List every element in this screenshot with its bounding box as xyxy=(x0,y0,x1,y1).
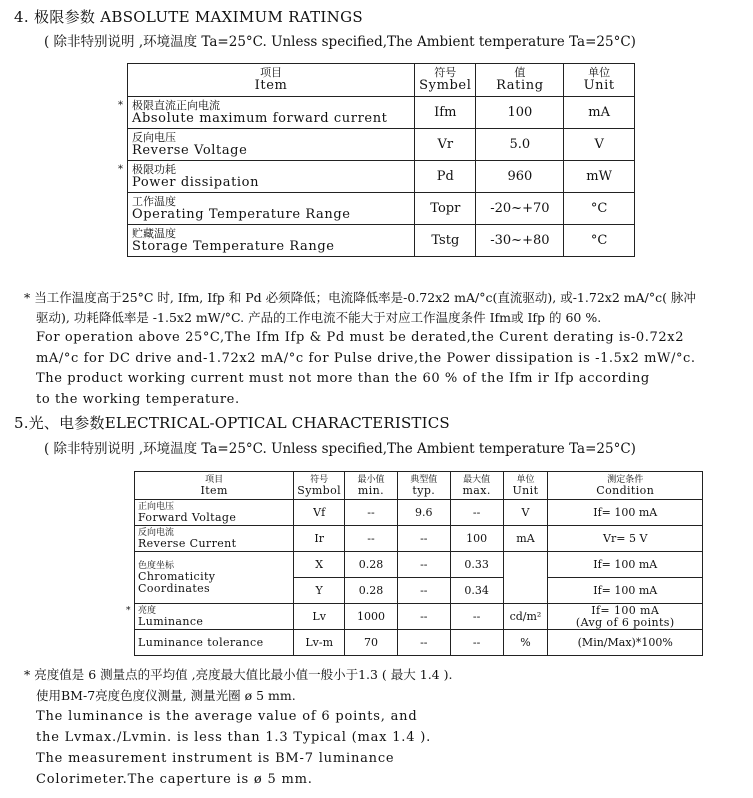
note-cn-line: 驱动), 功耗降低率是 -1.5x2 mW/°C. 产品的工作电流不能大于对应工作温度条件 Ifm或 Ifp 的 60 %. xyxy=(36,310,602,325)
min-cell: 1000 xyxy=(345,604,398,630)
item-cell: 贮藏温度 Storage Temperature Range xyxy=(128,225,415,257)
unit-cell: cd/m² xyxy=(503,604,548,630)
table-row-reverse-current xyxy=(135,526,703,552)
symbol-cell: Y xyxy=(294,578,345,604)
item-cell: Luminance tolerance xyxy=(135,630,294,656)
derating-note xyxy=(24,288,749,410)
table-row xyxy=(128,97,635,129)
condition-cell: If= 100 mA xyxy=(548,552,703,578)
header-min: 最小值 min. xyxy=(345,472,398,500)
typ-cell: -- xyxy=(397,604,450,630)
max-cell: 0.33 xyxy=(450,552,503,578)
header-rating: 值 Rating xyxy=(476,64,564,97)
symbol-cell: Pd xyxy=(415,161,476,193)
header-max: 最大值 max. xyxy=(450,472,503,500)
condition-cell: If= 100 mA (Avg of 6 points) xyxy=(548,604,703,630)
header-symbol: 符号 Symbol xyxy=(294,472,345,500)
symbol-cell: Lv-m xyxy=(294,630,345,656)
header-typ: 典型值 typ. xyxy=(397,472,450,500)
table-row xyxy=(128,193,635,225)
item-cell: 反向电压 Reverse Voltage xyxy=(128,129,415,161)
header-item: 项目 Item xyxy=(128,64,415,97)
table-row xyxy=(128,129,635,161)
table-row xyxy=(128,225,635,257)
typ-cell: -- xyxy=(397,552,450,578)
header-symbol: 符号 Symbel xyxy=(415,64,476,97)
unit-cell xyxy=(503,552,548,604)
symbol-cell: Vr xyxy=(415,129,476,161)
symbol-cell: Ifm xyxy=(415,97,476,129)
item-cell: * 极限功耗 Power dissipation xyxy=(128,161,415,193)
max-cell: -- xyxy=(450,500,503,526)
symbol-cell: Lv xyxy=(294,604,345,630)
note-cn-text: 当工作温度高于25°C 时, Ifm, Ifp 和 Pd 必须降低；电流降低率是-0.72x2 mA/°c(直流驱动), 或-1.72x2 mA/°c( 脉冲 xyxy=(34,290,696,305)
section-5-condition: ( 除非特别说明 ,环境温度 Ta=25°C. Unless specified,The Ambient temperature Ta=25°C) xyxy=(44,441,636,457)
rating-cell: 100 xyxy=(476,97,564,129)
table-header-row xyxy=(135,472,703,500)
typ-cell: -- xyxy=(397,526,450,552)
min-cell: 0.28 xyxy=(345,578,398,604)
table-row-luminance-tolerance xyxy=(135,630,703,656)
unit-cell: V xyxy=(564,129,635,161)
section-4-title: 4. 极限参数 ABSOLUTE MAXIMUM RATINGS xyxy=(14,8,363,26)
note-en-line: mA/°c for DC drive and-1.72x2 mA/°c for Pulse drive,the Power dissipation is -1.5x2 mW/°c. xyxy=(36,350,696,366)
table-row-luminance xyxy=(135,604,703,630)
note-en-line: The luminance is the average value of 6 points, and xyxy=(36,709,418,724)
item-cell: 色度坐标 Chromaticity Coordinates xyxy=(135,552,294,604)
max-cell: 100 xyxy=(450,526,503,552)
max-cell: 0.34 xyxy=(450,578,503,604)
absolute-maximum-ratings-table xyxy=(118,63,635,257)
rating-cell: -30~+80 xyxy=(476,225,564,257)
table-row xyxy=(128,161,635,193)
max-cell: -- xyxy=(450,630,503,656)
rating-cell: -20~+70 xyxy=(476,193,564,225)
header-unit: 单位 Unit xyxy=(564,64,635,97)
table-row-chromaticity-x xyxy=(135,552,703,578)
unit-cell: °C xyxy=(564,225,635,257)
note-en-line: to the working temperature. xyxy=(36,391,240,407)
min-cell: 0.28 xyxy=(345,552,398,578)
unit-cell: °C xyxy=(564,193,635,225)
typ-cell: -- xyxy=(397,630,450,656)
note-en-line: For operation above 25°C,The Ifm Ifp & Pd must be derated,the Curent derating is-0.72x2 xyxy=(36,330,685,345)
section-4-condition: ( 除非特别说明 ,环境温度 Ta=25°C. Unless specified,The Ambient temperature Ta=25°C) xyxy=(44,34,636,50)
unit-cell: mA xyxy=(503,526,548,552)
note-star: * xyxy=(24,290,31,305)
unit-cell: mW xyxy=(564,161,635,193)
rating-cell: 5.0 xyxy=(476,129,564,161)
condition-cell: If= 100 mA xyxy=(548,500,703,526)
note-cn-line xyxy=(24,288,749,308)
unit-cell: V xyxy=(503,500,548,526)
min-cell: -- xyxy=(345,526,398,552)
note-en-line: The product working current must not more than the 60 % of the Ifm ir Ifp according xyxy=(36,371,650,386)
header-unit: 单位 Unit xyxy=(503,472,548,500)
table-header-row xyxy=(128,64,635,97)
header-condition: 测定条件 Condition xyxy=(548,472,703,500)
min-cell: 70 xyxy=(345,630,398,656)
note-cn-line xyxy=(24,664,504,685)
unit-cell: mA xyxy=(564,97,635,129)
symbol-cell: X xyxy=(294,552,345,578)
item-cell: 正向电压 Forward Voltage xyxy=(135,500,294,526)
note-cn-text: 亮度值是 6 测量点的平均值 ,亮度最大值比最小值一般小于1.3 ( 最大 1.4 ). xyxy=(34,667,453,682)
symbol-cell: Tstg xyxy=(415,225,476,257)
condition-cell: (Min/Max)*100% xyxy=(548,630,703,656)
section-5-title: 5.光、电参数ELECTRICAL-OPTICAL CHARACTERISTICS xyxy=(14,414,450,432)
item-cell: 工作温度 Operating Temperature Range xyxy=(128,193,415,225)
item-cell: * 极限直流正向电流 Absolute maximum forward current xyxy=(128,97,415,129)
note-en-line: The measurement instrument is BM-7 luminance xyxy=(36,751,395,766)
rating-cell: 960 xyxy=(476,161,564,193)
electrical-optical-table xyxy=(126,471,703,656)
note-star: * xyxy=(24,667,31,682)
luminance-note xyxy=(24,664,504,790)
condition-cell: Vr= 5 V xyxy=(548,526,703,552)
symbol-cell: Topr xyxy=(415,193,476,225)
note-cn-line: 使用BM-7亮度色度仪测量, 测量光圈 ø 5 mm. xyxy=(36,688,296,703)
typ-cell: -- xyxy=(397,578,450,604)
note-en-line: the Lvmax./Lvmin. is less than 1.3 Typical (max 1.4 ). xyxy=(36,730,432,745)
header-item: 项目 Item xyxy=(135,472,294,500)
item-cell: * 亮度 Luminance xyxy=(135,604,294,630)
max-cell: -- xyxy=(450,604,503,630)
unit-cell: % xyxy=(503,630,548,656)
symbol-cell: Ir xyxy=(294,526,345,552)
note-en-line: Colorimeter.The caperture is ø 5 mm. xyxy=(36,772,313,787)
item-cell: 反向电流 Reverse Current xyxy=(135,526,294,552)
symbol-cell: Vf xyxy=(294,500,345,526)
table-row-forward-voltage xyxy=(135,500,703,526)
min-cell: -- xyxy=(345,500,398,526)
typ-cell: 9.6 xyxy=(397,500,450,526)
condition-cell: If= 100 mA xyxy=(548,578,703,604)
